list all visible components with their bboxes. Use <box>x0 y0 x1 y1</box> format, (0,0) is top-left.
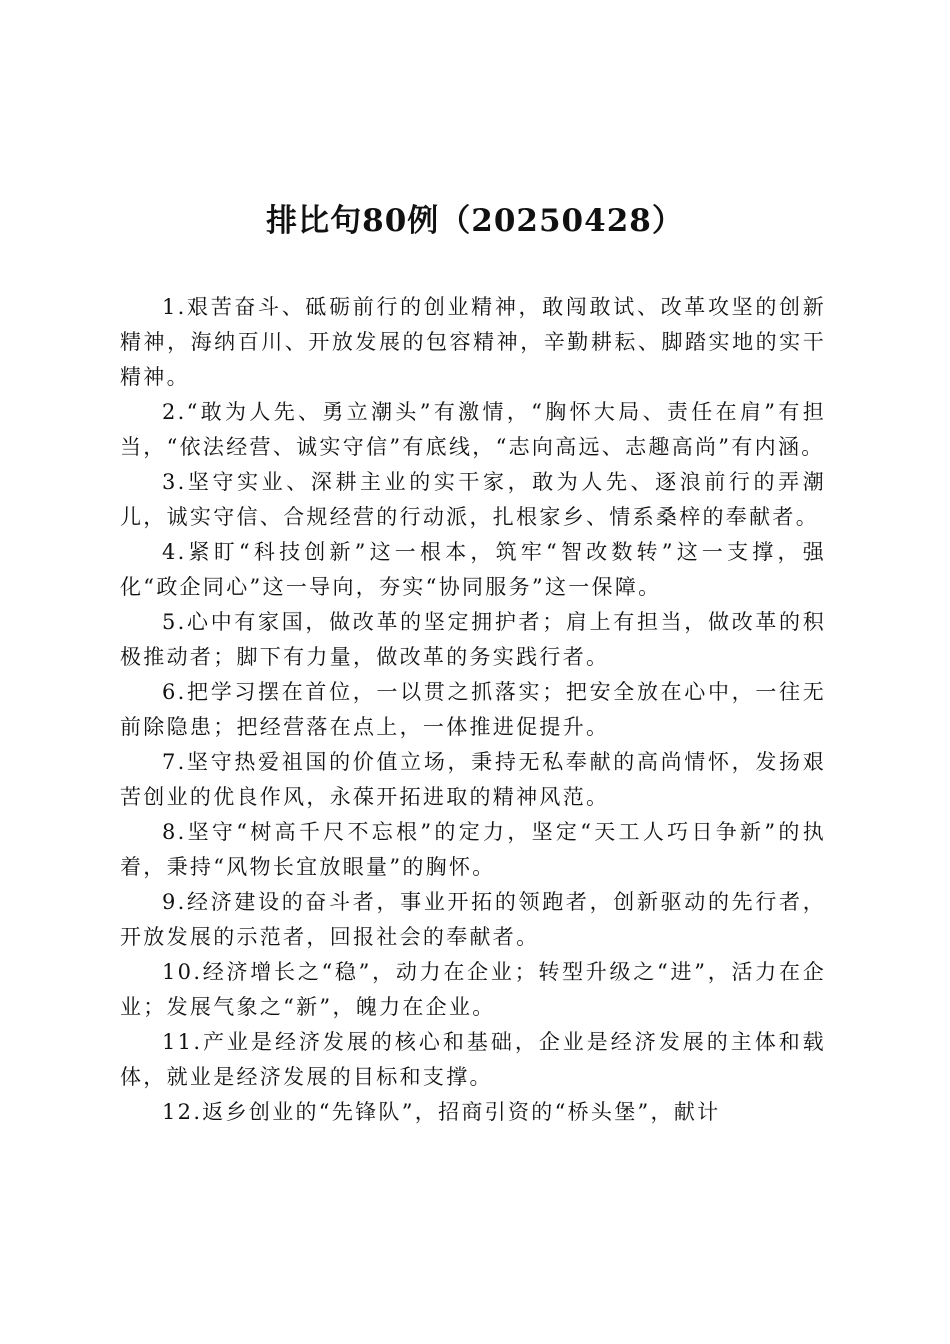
paragraph-6: 6.把学习摆在首位，一以贯之抓落实；把安全放在心中，一往无前除隐患；把经营落在点上，一体推进促提升。 <box>120 680 826 739</box>
paragraph-5: 5.心中有家国，做改革的坚定拥护者；肩上有担当，做改革的积极推动者；脚下有力量，做改革的务实践行者。 <box>120 610 826 669</box>
paragraph-7: 7.坚守热爱祖国的价值立场，秉持无私奉献的高尚情怀，发扬艰苦创业的优良作风，永葆开拓进取的精神风范。 <box>120 750 826 809</box>
document-title: 排比句80例（20250428） <box>266 203 684 239</box>
paragraph-2: 2.“敢为人先、勇立潮头”有激情，“胸怀大局、责任在肩”有担当，“依法经营、诚实守信”有底线，“志向高远、志趣高尚”有内涵。 <box>120 400 826 459</box>
paragraph-3: 3.坚守实业、深耕主业的实干家，敢为人先、逐浪前行的弄潮儿，诚实守信、合规经营的行动派，扎根家乡、情系桑梓的奉献者。 <box>120 470 826 529</box>
document-body <box>120 290 826 1130</box>
paragraph-1: 1.艰苦奋斗、砥砺前行的创业精神，敢闯敢试、改革攻坚的创新精神，海纳百川、开放发展的包容精神，辛勤耕耘、脚踏实地的实干精神。 <box>120 295 826 389</box>
paragraph-12: 12.返乡创业的“先锋队”，招商引资的“桥头堡”，献计 <box>162 1100 721 1124</box>
paragraph-8: 8.坚守“树高千尺不忘根”的定力，坚定“天工人巧日争新”的执着，秉持“风物长宜放眼量”的胸怀。 <box>120 820 826 879</box>
paragraph-10: 10.经济增长之“稳”，动力在企业；转型升级之“进”，活力在企业；发展气象之“新”，魄力在企业。 <box>120 960 826 1019</box>
paragraph-4: 4.紧盯“科技创新”这一根本，筑牢“智改数转”这一支撑，强化“政企同心”这一导向，夯实“协同服务”这一保障。 <box>120 540 826 599</box>
paragraph-9: 9.经济建设的奋斗者，事业开拓的领跑者，创新驱动的先行者，开放发展的示范者，回报社会的奉献者。 <box>120 890 826 949</box>
paragraph-11: 11.产业是经济发展的核心和基础，企业是经济发展的主体和载体，就业是经济发展的目标和支撑。 <box>120 1030 826 1089</box>
